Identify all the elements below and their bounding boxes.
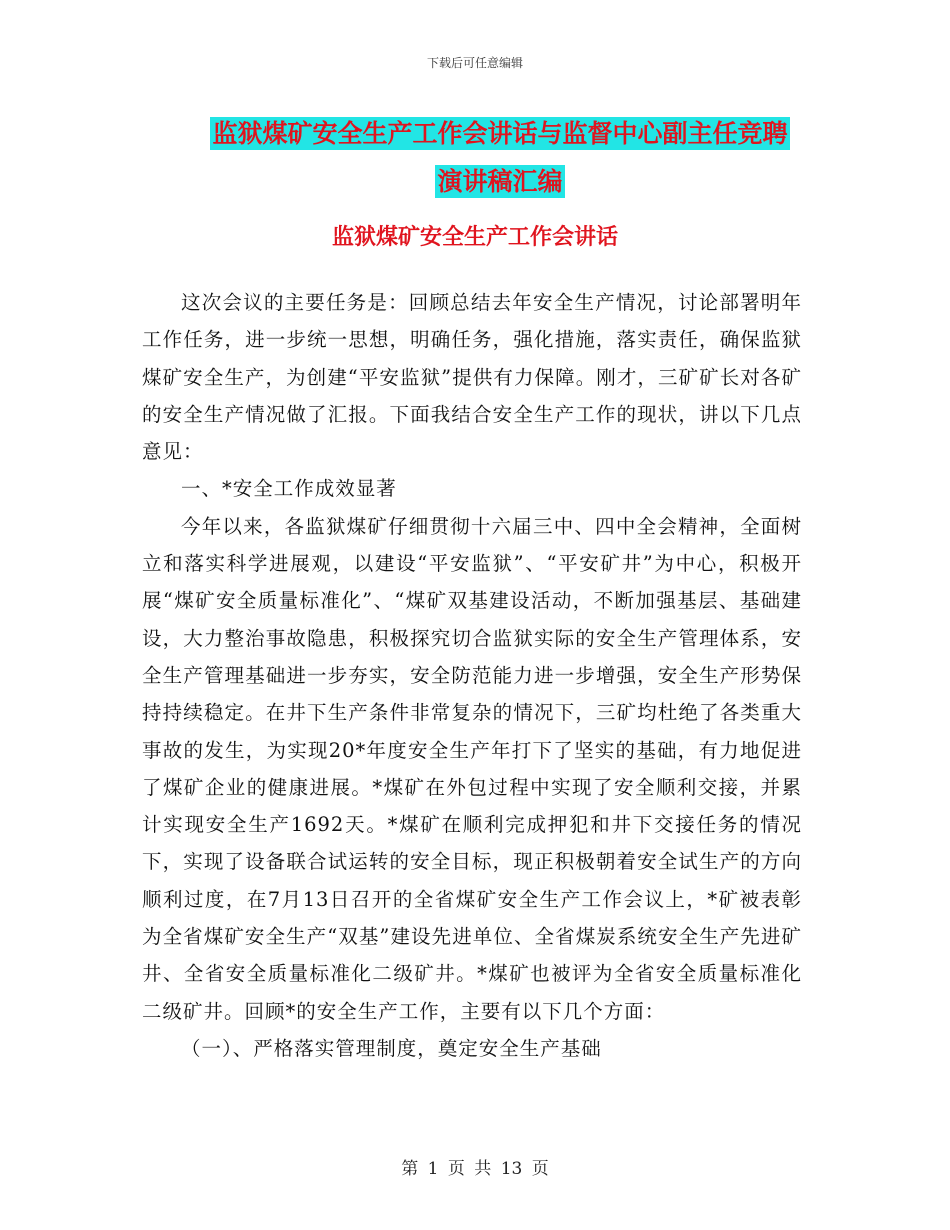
document-title — [140, 110, 860, 206]
paragraph-heading-1: 一、*安全工作成效显著 — [181, 477, 397, 501]
document-title-line-1: 监狱煤矿安全生产工作会讲话与监督中心副主任竞聘 — [212, 119, 788, 148]
paragraph-intro: 这次会议的主要任务是：回顾总结去年安全生产情况，讨论部署明年工作任务，进一步统一思想，明确任务，强化措施，落实责任，确保监狱煤矿安全生产，为创建“平安监狱”提供有力保障。刚才，三矿矿长对各矿的安全生产情况做了汇报。下面我结合安全生产工作的现状，讲以下几点意见： — [142, 291, 802, 464]
page-header-note: 下载后可任意编辑 — [426, 56, 523, 70]
paragraph-subheading-1: （一）、严格落实管理制度，奠定安全生产基础 — [181, 1036, 602, 1060]
paragraph-achievements: 今年以来，各监狱煤矿仔细贯彻十六届三中、四中全会精神，全面树立和落实科学进展观，以建设“平安监狱”、“平安矿井”为中心，积极开展“煤矿安全质量标准化”、“煤矿双基建设活动，不断加强基层、基础建设，大力整治事故隐患，积极探究切合监狱实际的安全生产管理体系，安全生产管理基础进一步夯实，安全防范能力进一步增强，安全生产形势保持持续稳定。在井下生产条件非常复杂的情况下，三矿均杜绝了各类重大事故的发生，为实现20*年度安全生产年打下了坚实的基础，有力地促进了煤矿企业的健康进展。*煤矿在外包过程中实现了安全顺利交接，并累计实现安全生产1692天。*煤矿在顺利完成押犯和井下交接任务的情况下，实现了设备联合试运转的安全目标，现正积极朝着安全试生产的方向顺利过度，在7月13日召开的全省煤矿安全生产工作会议上，*矿被表彰为全省煤矿安全生产“双基”建设先进单位、全省煤炭系统安全生产先进矿井、全省安全质量标准化二级矿井。*煤矿也被评为全省安全质量标准化二级矿井。回顾*的安全生产工作，主要有以下几个方面： — [142, 514, 802, 1023]
section-title: 监狱煤矿安全生产工作会讲话 — [331, 225, 618, 250]
page-footer: 第 1 页 共 13 页 — [401, 1159, 549, 1179]
document-body — [142, 284, 802, 1067]
document-title-line-2: 演讲稿汇编 — [437, 167, 563, 196]
